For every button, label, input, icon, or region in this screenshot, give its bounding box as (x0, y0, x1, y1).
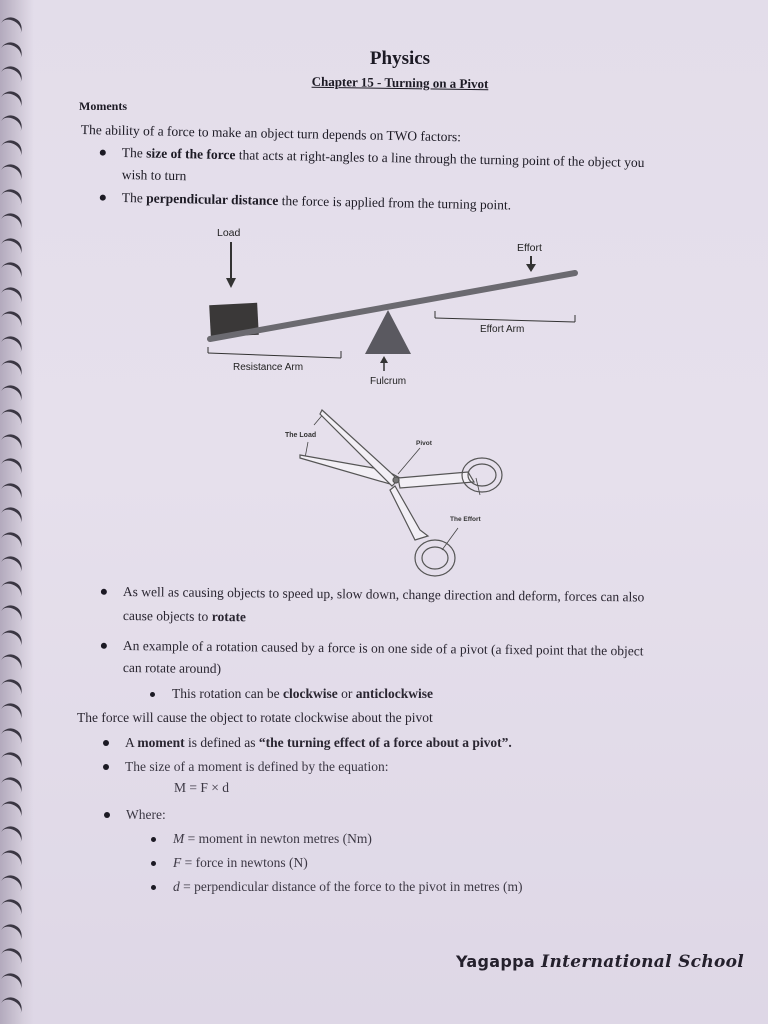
scissors-diagram (280, 400, 520, 585)
rotation-bullet: As well as causing objects to speed up, slow down, change direction and deform, forces can also (123, 581, 645, 608)
pivot-bullet-cont: can rotate around) (122, 659, 222, 677)
school-name-lead: Yagappa (456, 952, 535, 971)
scissors-icon (300, 410, 502, 576)
fulcrum-arrow (380, 356, 388, 371)
scissors-load-label: The Load (285, 432, 317, 439)
moment-equation: M = F × d (174, 780, 229, 795)
intro-text: The ability of a force to make an object turn depends on TWO factors: (80, 121, 462, 145)
moment-definition: A moment is defined as “the turning effect of a force about a pivot”. (125, 732, 512, 754)
lever-diagram (195, 222, 590, 392)
scissors-effort-label: The Effort (450, 516, 481, 523)
resistance-arm-bracket (208, 347, 341, 358)
resistance-arm-label: Resistance Arm (233, 362, 304, 373)
rotation-statement: The force will cause the object to rotate clockwise about the pivot (77, 710, 433, 725)
pivot-bullet: An example of a rotation caused by a force is on one side of a pivot (a fixed point that the object (123, 635, 644, 662)
factor-item: The size of the force that acts at right-angles to a line through the turning point of the object you (122, 142, 722, 176)
effort-arrow (526, 256, 536, 272)
bullet-dot (100, 150, 106, 156)
bullet-dot (151, 885, 156, 890)
bullet-dot (104, 812, 110, 818)
chapter-title: Chapter 15 - Turning on a Pivot (311, 73, 489, 92)
pivot-pointer (398, 448, 420, 474)
variable-item: F = force in newtons (N) (173, 852, 308, 874)
effort-arm-label: Effort Arm (480, 324, 525, 335)
fulcrum-triangle (365, 310, 411, 354)
factor-item-cont: wish to turn (121, 166, 187, 184)
rotation-sub-bullet: This rotation can be clockwise or anticlockwise (172, 683, 433, 705)
bullet-dot (103, 764, 109, 770)
moment-size: The size of a moment is defined by the equation: (125, 756, 389, 778)
variable-item: M = moment in newton metres (Nm) (173, 828, 372, 850)
load-label: Load (217, 227, 241, 239)
where-label: Where: (126, 804, 166, 826)
bullet-dot (150, 692, 155, 697)
school-name-rest: International School (534, 952, 745, 972)
bullet-dot (103, 740, 109, 746)
section-heading: Moments (79, 99, 127, 113)
bullet-dot (101, 589, 107, 595)
fulcrum-label: Fulcrum (370, 376, 407, 387)
bullet-dot (100, 195, 106, 201)
rotation-bullet-cont: cause objects to rotate (122, 607, 247, 625)
scissors-pivot-label: Pivot (416, 440, 432, 447)
bullet-dot (151, 861, 156, 866)
effort-label: Effort (517, 242, 542, 254)
bullet-dot (101, 643, 107, 649)
factor-item: The perpendicular distance the force is applied from the turning point. (122, 187, 512, 216)
school-footer (456, 952, 744, 972)
page-title: Physics (369, 48, 431, 69)
bullet-dot (151, 837, 156, 842)
load-arrow (226, 242, 236, 288)
variable-item: d = perpendicular distance of the force to the pivot in metres (m) (173, 876, 523, 898)
effort-arm-bracket (435, 311, 575, 322)
